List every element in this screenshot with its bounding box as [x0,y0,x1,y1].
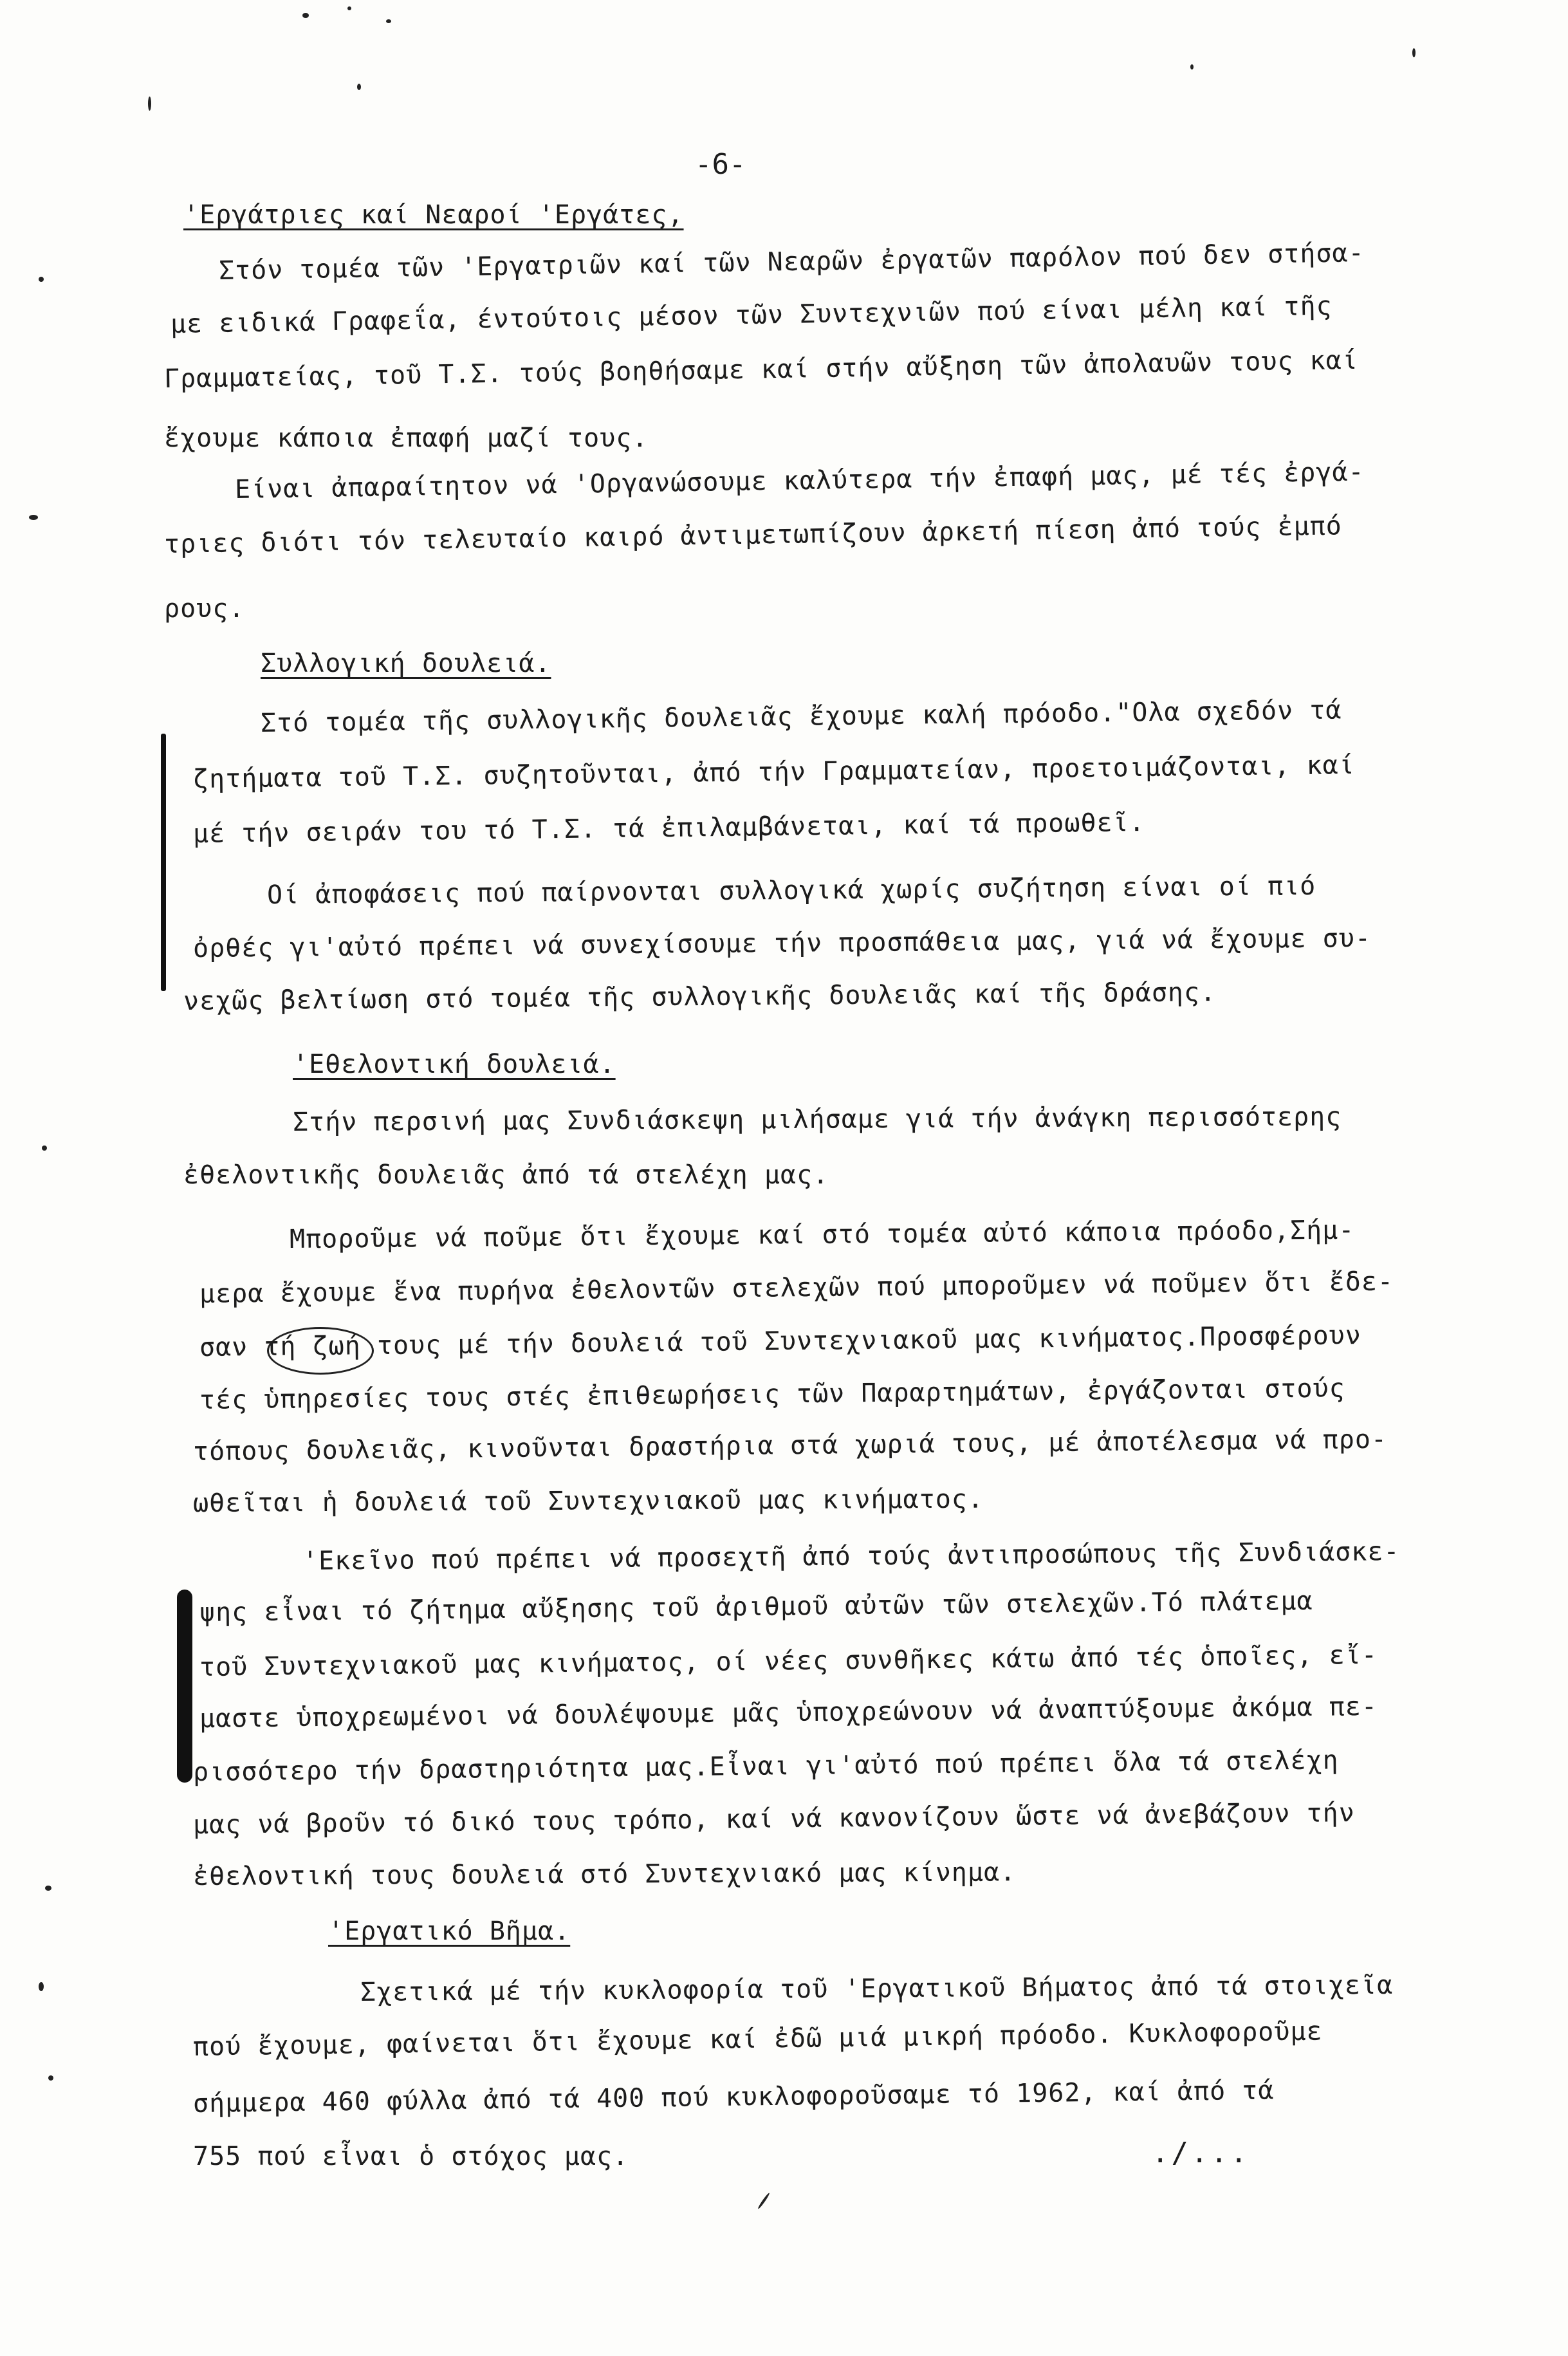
page-number: -6- [695,148,746,181]
section-heading-women-youth: 'Εργάτριες καί Νεαροί 'Εργάτες, [183,200,684,230]
continuation-mark: ./... [1152,2137,1250,2169]
text-line: ωθεῖται ἡ δουλειά τοῦ Συντεχνιακοῦ μας κινήματος. [192,1484,984,1518]
text-line: ἐθελοντικῆς δουλειᾶς ἀπό τά στελέχη μας. [183,1160,829,1190]
text-line: ρους. [164,594,245,624]
scan-speck [45,1886,51,1891]
text-line: 'Εκεῖνο πού πρέπει νά προσεχτῆ ἀπό τούς ἀντιπροσώπους τῆς Συνδιάσκε- [302,1537,1400,1576]
text-line: πού ἔχουμε, φαίνεται ὅτι ἔχουμε καί ἐδῶ μιά μικρή πρόοδο. Κυκλοφοροῦμε [192,2016,1323,2062]
margin-bracket-mark [177,1590,192,1783]
text-line: τές ὑπηρεσίες τους στές ἐπιθεωρήσεις τῶν Παραρτημάτων, ἐργάζονται στούς [199,1373,1345,1415]
text-line: ἔχουμε κάποια ἐπαφή μαζί τους. [164,423,649,453]
text-line: νεχῶς βελτίωση στό τομέα τῆς συλλογικῆς δουλειᾶς καί τῆς δράσης. [183,977,1217,1016]
text-line: Είναι ἀπαραίτητον νά 'Οργανώσουμε καλύτερα τήν ἐπαφή μας, μέ τές ἐργά- [234,457,1365,505]
text-line: Στόν τομέα τῶν 'Εργατριῶν καί τῶν Νεαρῶν ἐργατῶν παρόλον πού δεν στήσα- [218,238,1365,286]
scan-speck [48,2075,53,2081]
scan-speck [386,19,391,23]
text-line: μερα ἔχουμε ἕνα πυρήνα ἐθελοντῶν στελεχῶν πού μποροῦμεν νά ποῦμεν ὅτι ἔδε- [199,1266,1394,1309]
text-line: ρισσότερο τήν δραστηριότητα μας.Εἶναι γι'αὐτό πού πρέπει ὅλα τά στελέχη [192,1745,1339,1787]
scan-speck [757,2193,770,2210]
text-line: τριες διότι τόν τελευταίο καιρό ἀντιμετωπίζουν ἀρκετή πίεση ἀπό τούς ἐμπό [163,511,1343,559]
text-line: Στήν περσινή μας Συνδιάσκεψη μιλήσαμε γιά τήν ἀνάγκη περισσότερης [292,1102,1342,1137]
scan-speck [347,6,351,10]
scan-speck [29,515,38,520]
text-line: μέ τήν σειράν του τό Τ.Σ. τά ἐπιλαμβάνεται, καί τά προωθεῖ. [192,807,1146,849]
scan-speck [39,277,44,282]
text-line: ζητήματα τοῦ Τ.Σ. συζητοῦνται, ἀπό τήν Γραμματείαν, προετοιμάζονται, καί [192,750,1356,794]
text-line: Στό τομέα τῆς συλλογικῆς δουλειᾶς ἔχουμε καλή πρόοδο."Ολα σχεδόν τά [260,695,1342,738]
text-line: τόπους δουλειᾶς, κινοῦνται δραστήρια στά χωριά τους, μέ ἀποτέλεσμα νά προ- [192,1424,1388,1467]
text-line: σήμμερα 460 φύλλα ἀπό τά 400 πού κυκλοφοροῦσαμε τό 1962, καί ἀπό τά [192,2075,1275,2119]
scan-speck [357,84,361,90]
text-line: Σχετικά μέ τήν κυκλοφορία τοῦ 'Εργατικοῦ Βήματος ἀπό τά στοιχεῖα [360,1970,1394,2007]
scan-speck [42,1146,47,1151]
text-line: σαν τή ζωή τους μέ τήν δουλειά τοῦ Συντεχνιακοῦ μας κινήματος.Προσφέρουν [199,1321,1362,1362]
section-heading-workers-tribune: 'Εργατικό Βῆμα. [328,1916,571,1946]
text-line: Γραμματείας, τοῦ Τ.Σ. τούς βοηθήσαμε καί στήν αὔξηση τῶν ἀπολαυῶν τους καί [163,345,1359,394]
text-line: ἐθελοντική τους δουλειά στό Συντεχνιακό μας κίνημα. [192,1857,1017,1891]
scan-speck [302,13,309,18]
margin-bracket-mark [161,734,166,991]
section-heading-volunteer-work: 'Εθελοντική δουλειά. [293,1050,616,1079]
text-line: τοῦ Συντεχνιακοῦ μας κινήματος, οί νέες συνθῆκες κάτω ἀπό τές ὁποῖες, εἴ- [199,1640,1378,1682]
text-line: Μποροῦμε νά ποῦμε ὅτι ἔχουμε καί στό τομέα αὐτό κάποια πρόοδο,Σήμ- [289,1215,1355,1254]
text-line: μαστε ὑποχρεωμένοι νά δουλέψουμε μᾶς ὑποχρεώνουν νά ἀναπτύξουμε ἀκόμα πε- [199,1691,1378,1734]
text-line: ψης εἶναι τό ζήτημα αὔξησης τοῦ ἀριθμοῦ αὐτῶν τῶν στελεχῶν.Τό πλάτεμα [199,1586,1313,1628]
text-line: Οί ἀποφάσεις πού παίρνονται συλλογικά χωρίς συζήτηση είναι οί πιό [266,871,1316,910]
scan-speck [148,97,151,111]
text-line: 755 πού εἶναι ὁ στόχος μας. [193,2142,629,2171]
text-line: με ειδικά Γραφεΐα, έντούτοις μέσον τῶν Συντεχνιῶν πού είναι μέλη καί τῆς [170,291,1333,339]
scan-speck [1190,64,1194,70]
text-line: ὀρθές γι'αὐτό πρέπει νά συνεχίσουμε τήν προσπάθεια μας, γιά νά ἔχουμε συ- [192,923,1372,963]
scan-speck [1412,48,1416,57]
text-line: μας νά βροῦν τό δικό τους τρόπο, καί νά κανονίζουν ὥστε νά ἀνεβάζουν τήν [192,1798,1356,1840]
scan-speck [39,1982,44,1991]
section-heading-collective-work: Συλλογική δουλειά. [261,649,551,678]
